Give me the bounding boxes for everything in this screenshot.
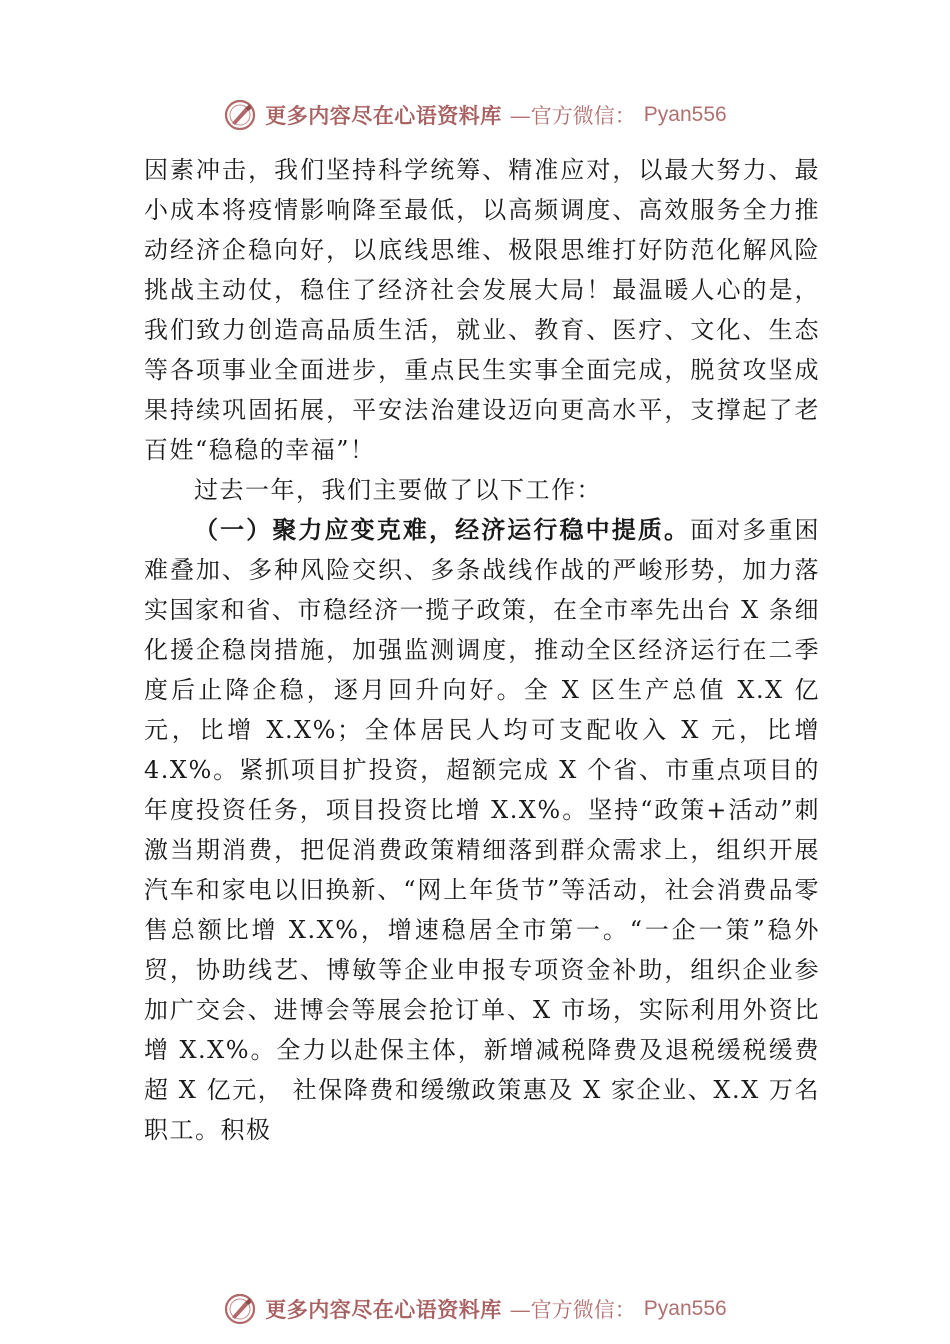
watermark-wechat-id: Pyan556 xyxy=(643,1297,727,1320)
paragraph-1: 因素冲击，我们坚持科学统筹、精准应对，以最大努力、最小成本将疫情影响降至最低，以高频调度、高效服务全力推动经济企稳向好，以底线思维、极限思维打好防范化解风险挑战主动仗，稳住了经济社会发展大局！最温暖人心的是， 我们致力创造高品质生活，就业、教育、医疗、文化、生态等各项事业全面进步，重点民生实事全面完成，脱贫攻坚成果持续巩固拓展，平安法治建设迈向更高水平，支撑起了老百姓“稳稳的幸福”！ xyxy=(144,156,820,464)
document-body xyxy=(144,150,820,1150)
paragraph-3 xyxy=(144,510,820,1150)
watermark-library-text: 更多内容尽在心语资料库 xyxy=(265,103,502,128)
watermark-separator: —官方微信： xyxy=(509,104,636,128)
watermark-library-text: 更多内容尽在心语资料库 xyxy=(265,1297,502,1322)
watermark-separator: —官方微信： xyxy=(509,1298,636,1322)
section-heading: （一）聚力应变克难，经济运行稳中提质。 xyxy=(194,515,691,544)
paragraph-2: 过去一年，我们主要做了以下工作： xyxy=(194,476,602,504)
watermark-footer xyxy=(0,1289,950,1329)
pen-nib-seal-icon xyxy=(223,98,257,132)
watermark-header xyxy=(0,95,950,135)
watermark-wechat-id: Pyan556 xyxy=(643,103,727,126)
pen-nib-seal-icon xyxy=(223,1292,257,1326)
section-body: 面对多重困难叠加、多种风险交织、多条战线作战的严峻形势，加力落实国家和省、市稳经济一揽子政策，在全市率先出台 X 条细化援企稳岗措施，加强监测调度，推动全区经济运行在二季度后止降企稳，逐月回升向好。全 X 区生产总值 X.X 亿元，比增 X.X%；全体居民人均可支配收入 X 元，比增 4.X%。紧抓项目扩投资，超额完成 X 个省、市重点项目的年度投资任务，项目投资比增 X.X%。坚持“政策+活动”刺激当期消费，把促消费政策精细落到群众需求上，组织开展汽车和家电以旧换新、“网上年货节”等活动，社会消费品零售总额比增 X.X%，增速稳居全市第一。“一企一策”稳外贸，协助线艺、博敏等企业申报专项资金补助，组织企业参加广交会、进博会等展会抢订单、X 市场，实际利用外资比增 X.X%。全力以赴保主体，新增减税降费及退税缓税缓费超 X 亿元， 社保降费和缓缴政策惠及 X 家企业、X.X 万名职工。积极 xyxy=(144,516,821,1144)
